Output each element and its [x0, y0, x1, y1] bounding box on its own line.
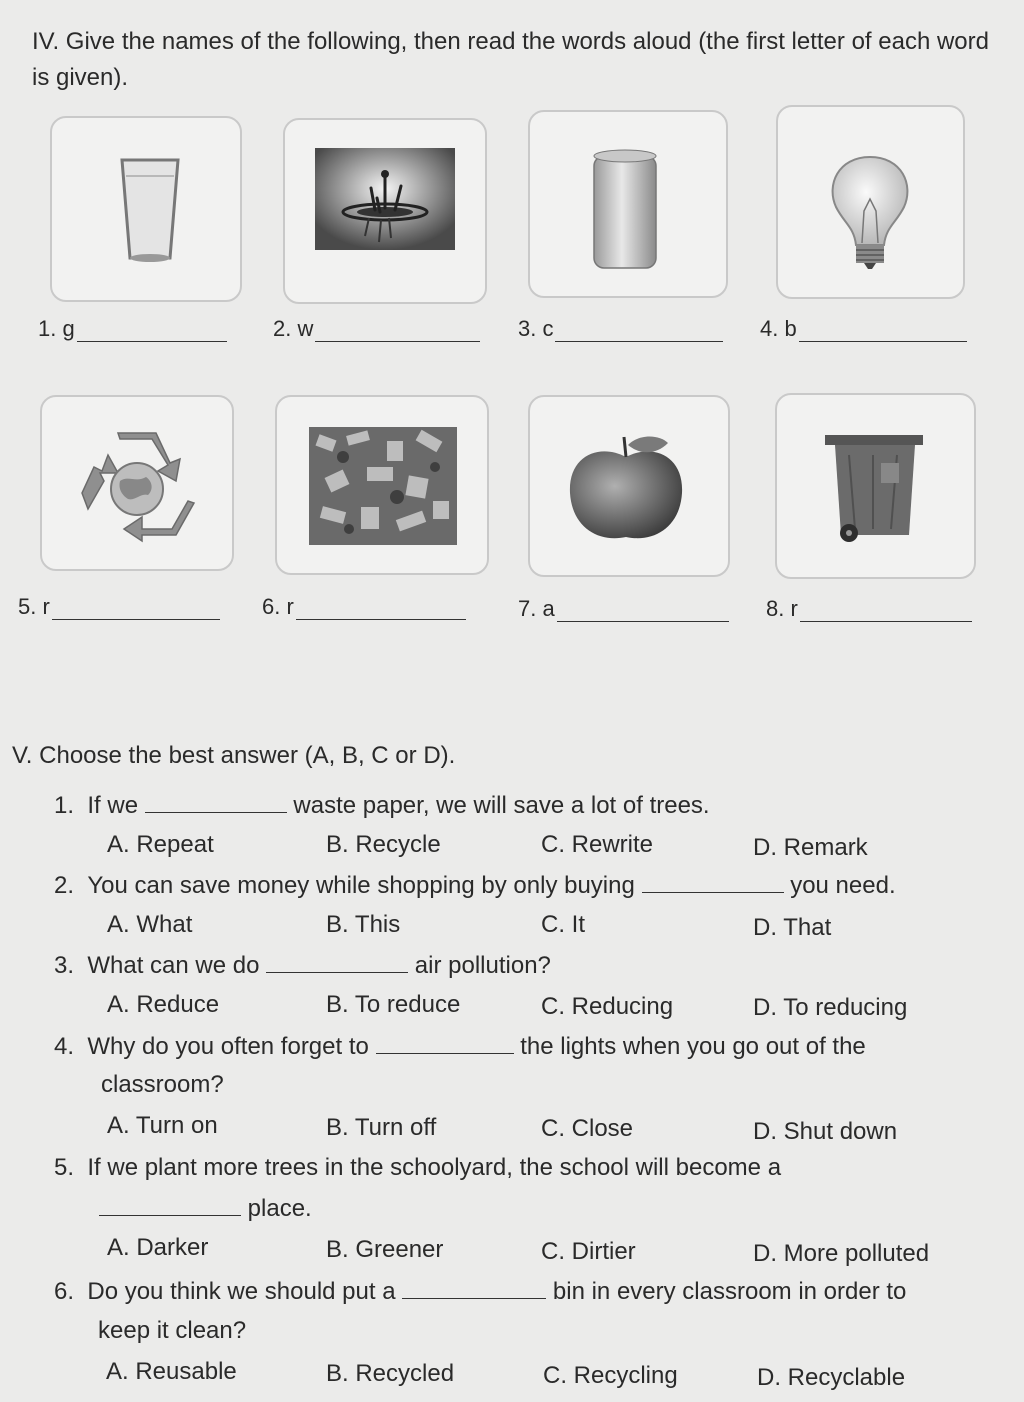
- question-2: [54, 870, 896, 901]
- option-b[interactable]: B. This: [326, 911, 401, 938]
- option-c[interactable]: C. Recycling: [543, 1362, 678, 1389]
- answer-blank[interactable]: [555, 319, 723, 342]
- question-text: air pollution?: [414, 952, 551, 979]
- answer-label-5: [18, 594, 220, 620]
- recycling-symbol-icon: [42, 397, 232, 569]
- option-d[interactable]: D. Remark: [753, 834, 868, 861]
- question-number: 5.: [54, 1154, 75, 1181]
- answer-label-4: [760, 316, 967, 342]
- answer-blank[interactable]: [296, 597, 466, 620]
- answer-blank[interactable]: [799, 319, 967, 342]
- picture-box-4: [776, 105, 965, 299]
- item-number: 4.: [760, 316, 779, 341]
- question-number: 2.: [54, 872, 75, 899]
- answer-blank[interactable]: [145, 790, 287, 813]
- picture-box-7: [528, 395, 730, 577]
- question-6-continuation: keep it clean?: [98, 1317, 247, 1344]
- option-d[interactable]: D. Shut down: [753, 1118, 898, 1145]
- answer-blank[interactable]: [315, 319, 480, 342]
- question-5-continuation: [99, 1193, 312, 1224]
- answer-label-6: [262, 594, 466, 620]
- option-c[interactable]: C. It: [541, 911, 586, 938]
- option-d[interactable]: D. Recyclable: [757, 1364, 906, 1391]
- item-number: 7.: [518, 596, 537, 621]
- answer-label-3: [518, 316, 723, 342]
- question-text: place.: [247, 1195, 312, 1222]
- answer-blank[interactable]: [557, 599, 729, 622]
- answer-blank[interactable]: [99, 1193, 241, 1216]
- answer-blank[interactable]: [402, 1276, 546, 1299]
- water-splash-icon: [285, 120, 485, 302]
- answer-blank[interactable]: [800, 599, 972, 622]
- picture-box-8: [775, 393, 976, 579]
- item-number: 3.: [518, 316, 537, 341]
- question-3: [54, 950, 551, 981]
- option-a[interactable]: A. Darker: [107, 1234, 209, 1261]
- section-v-heading: V. Choose the best answer (A, B, C or D).: [12, 742, 456, 769]
- first-letter: b: [784, 316, 797, 341]
- answer-label-1: [38, 316, 227, 342]
- option-d[interactable]: D. More polluted: [753, 1240, 930, 1267]
- first-letter: g: [62, 316, 75, 341]
- question-text: bin in every classroom in order to: [552, 1278, 907, 1305]
- rubbish-pile-icon: [277, 397, 487, 573]
- first-letter: r: [286, 594, 294, 619]
- question-6: [54, 1276, 906, 1307]
- first-letter: r: [790, 596, 798, 621]
- item-number: 8.: [766, 596, 785, 621]
- question-text: the lights when you go out of the: [520, 1033, 866, 1060]
- option-a[interactable]: A. Repeat: [107, 831, 214, 858]
- question-text: You can save money while shopping by only buying: [87, 872, 635, 899]
- picture-box-3: [528, 110, 728, 298]
- option-d[interactable]: D. That: [753, 914, 832, 941]
- glass-icon: [52, 118, 240, 300]
- option-c[interactable]: C. Rewrite: [541, 831, 654, 858]
- question-number: 3.: [54, 952, 75, 979]
- question-number: 4.: [54, 1033, 75, 1060]
- question-text: If we plant more trees in the schoolyard, the school will become a: [87, 1154, 782, 1181]
- answer-blank[interactable]: [266, 950, 408, 973]
- option-b[interactable]: B. Turn off: [326, 1114, 437, 1141]
- option-a[interactable]: A. What: [107, 911, 193, 938]
- question-text: you need.: [790, 872, 896, 899]
- picture-box-1: [50, 116, 242, 302]
- apple-icon: [530, 397, 728, 575]
- option-c[interactable]: C. Reducing: [541, 993, 674, 1020]
- option-c[interactable]: C. Close: [541, 1115, 634, 1142]
- question-4-continuation: classroom?: [101, 1071, 224, 1098]
- answer-blank[interactable]: [642, 870, 784, 893]
- question-text: Do you think we should put a: [87, 1278, 396, 1305]
- can-icon: [530, 112, 726, 296]
- option-b[interactable]: B. Recycled: [326, 1360, 455, 1387]
- question-4: [54, 1031, 866, 1062]
- question-number: 6.: [54, 1278, 75, 1305]
- first-letter: w: [297, 316, 314, 341]
- item-number: 2.: [273, 316, 292, 341]
- first-letter: a: [542, 596, 555, 621]
- item-number: 6.: [262, 594, 281, 619]
- option-d[interactable]: D. To reducing: [753, 994, 908, 1021]
- option-b[interactable]: B. To reduce: [326, 991, 461, 1018]
- item-number: 1.: [38, 316, 57, 341]
- answer-label-2: [273, 316, 480, 342]
- answer-blank[interactable]: [376, 1031, 514, 1054]
- first-letter: c: [542, 316, 554, 341]
- answer-label-7: [518, 596, 729, 622]
- rubbish-bin-icon: [777, 395, 974, 577]
- answer-label-8: [766, 596, 972, 622]
- option-a[interactable]: A. Reusable: [106, 1358, 237, 1385]
- first-letter: r: [42, 594, 50, 619]
- light-bulb-icon: [778, 107, 963, 297]
- option-b[interactable]: B. Recycle: [326, 831, 441, 858]
- answer-blank[interactable]: [52, 597, 220, 620]
- option-a[interactable]: A. Turn on: [107, 1112, 218, 1139]
- section-iv-heading: IV. Give the names of the following, then read the words aloud (the first letter of each word is given).: [32, 28, 989, 91]
- picture-box-2: [283, 118, 487, 304]
- item-number: 5.: [18, 594, 37, 619]
- option-a[interactable]: A. Reduce: [107, 991, 220, 1018]
- answer-blank[interactable]: [77, 319, 227, 342]
- option-b[interactable]: B. Greener: [326, 1236, 444, 1263]
- question-number: 1.: [54, 792, 75, 819]
- picture-box-6: [275, 395, 489, 575]
- question-5: [54, 1153, 781, 1183]
- question-text: Why do you often forget to: [87, 1033, 369, 1060]
- option-c[interactable]: C. Dirtier: [541, 1238, 636, 1265]
- picture-box-5: [40, 395, 234, 571]
- question-1: [54, 790, 710, 821]
- question-text: waste paper, we will save a lot of trees.: [293, 792, 710, 819]
- question-text: If we: [87, 792, 139, 819]
- question-text: What can we do: [87, 952, 260, 979]
